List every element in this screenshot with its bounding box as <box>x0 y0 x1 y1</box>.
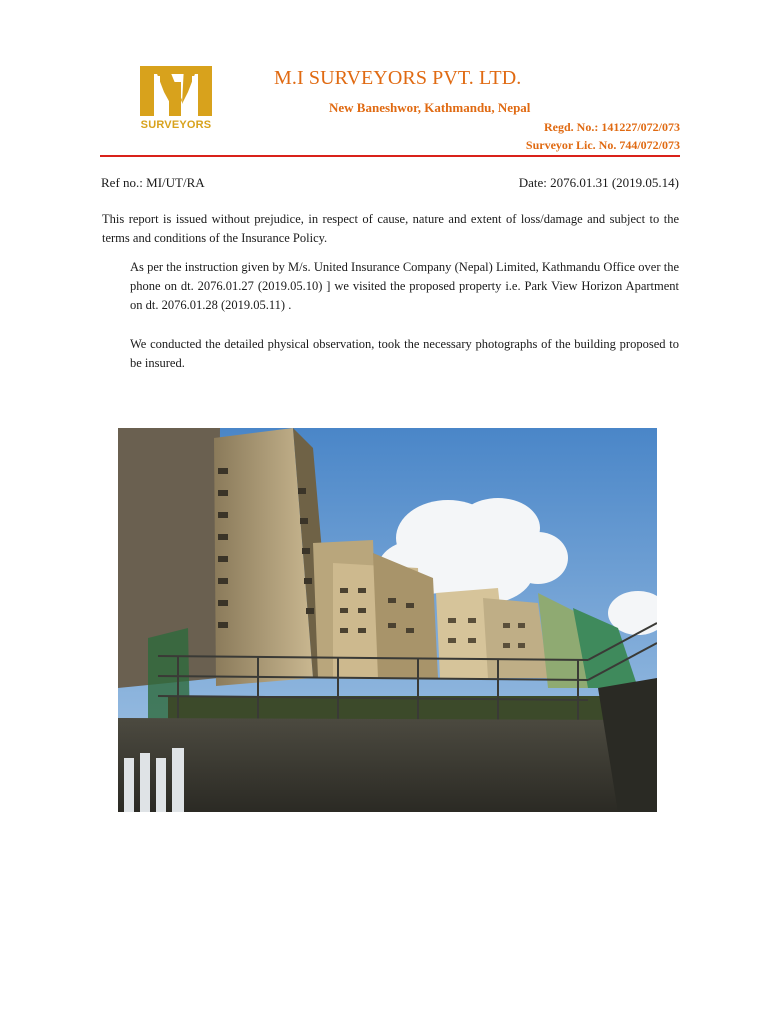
header-divider <box>100 155 680 157</box>
building-photograph <box>118 428 657 812</box>
registration-number: Regd. No.: 141227/072/073 <box>544 120 680 134</box>
instruction-paragraph: As per the instruction given by M/s. United Insurance Company (Nepal) Limited, Kathmandu Office over the phone on dt. 2076.01.27 (2019.05.10) ] we visited the proposed property i.e. Park View Horizon Apartment on dt. 2076.01.28 (2019.05.11) . <box>130 260 679 312</box>
company-logo <box>138 62 214 134</box>
report-date: Date: 2076.01.31 (2019.05.14) <box>518 175 679 190</box>
reference-number: Ref no.: MI/UT/RA <box>101 175 205 190</box>
surveyor-license-number: Surveyor Lic. No. 744/072/073 <box>525 138 680 152</box>
observation-paragraph: We conducted the detailed physical observation, took the necessary photographs of the building proposed to be insured. <box>130 337 679 370</box>
company-name: M.I SURVEYORS PVT. LTD. <box>274 67 522 89</box>
logo-wordmark: SURVEYORS <box>140 119 212 131</box>
mi-monogram-icon <box>138 62 214 118</box>
disclaimer-paragraph: This report is issued without prejudice, in respect of cause, nature and extent of loss/damage and subject to the terms and conditions of the Insurance Policy. <box>102 212 679 245</box>
company-address: New Baneshwor, Kathmandu, Nepal <box>329 100 531 115</box>
